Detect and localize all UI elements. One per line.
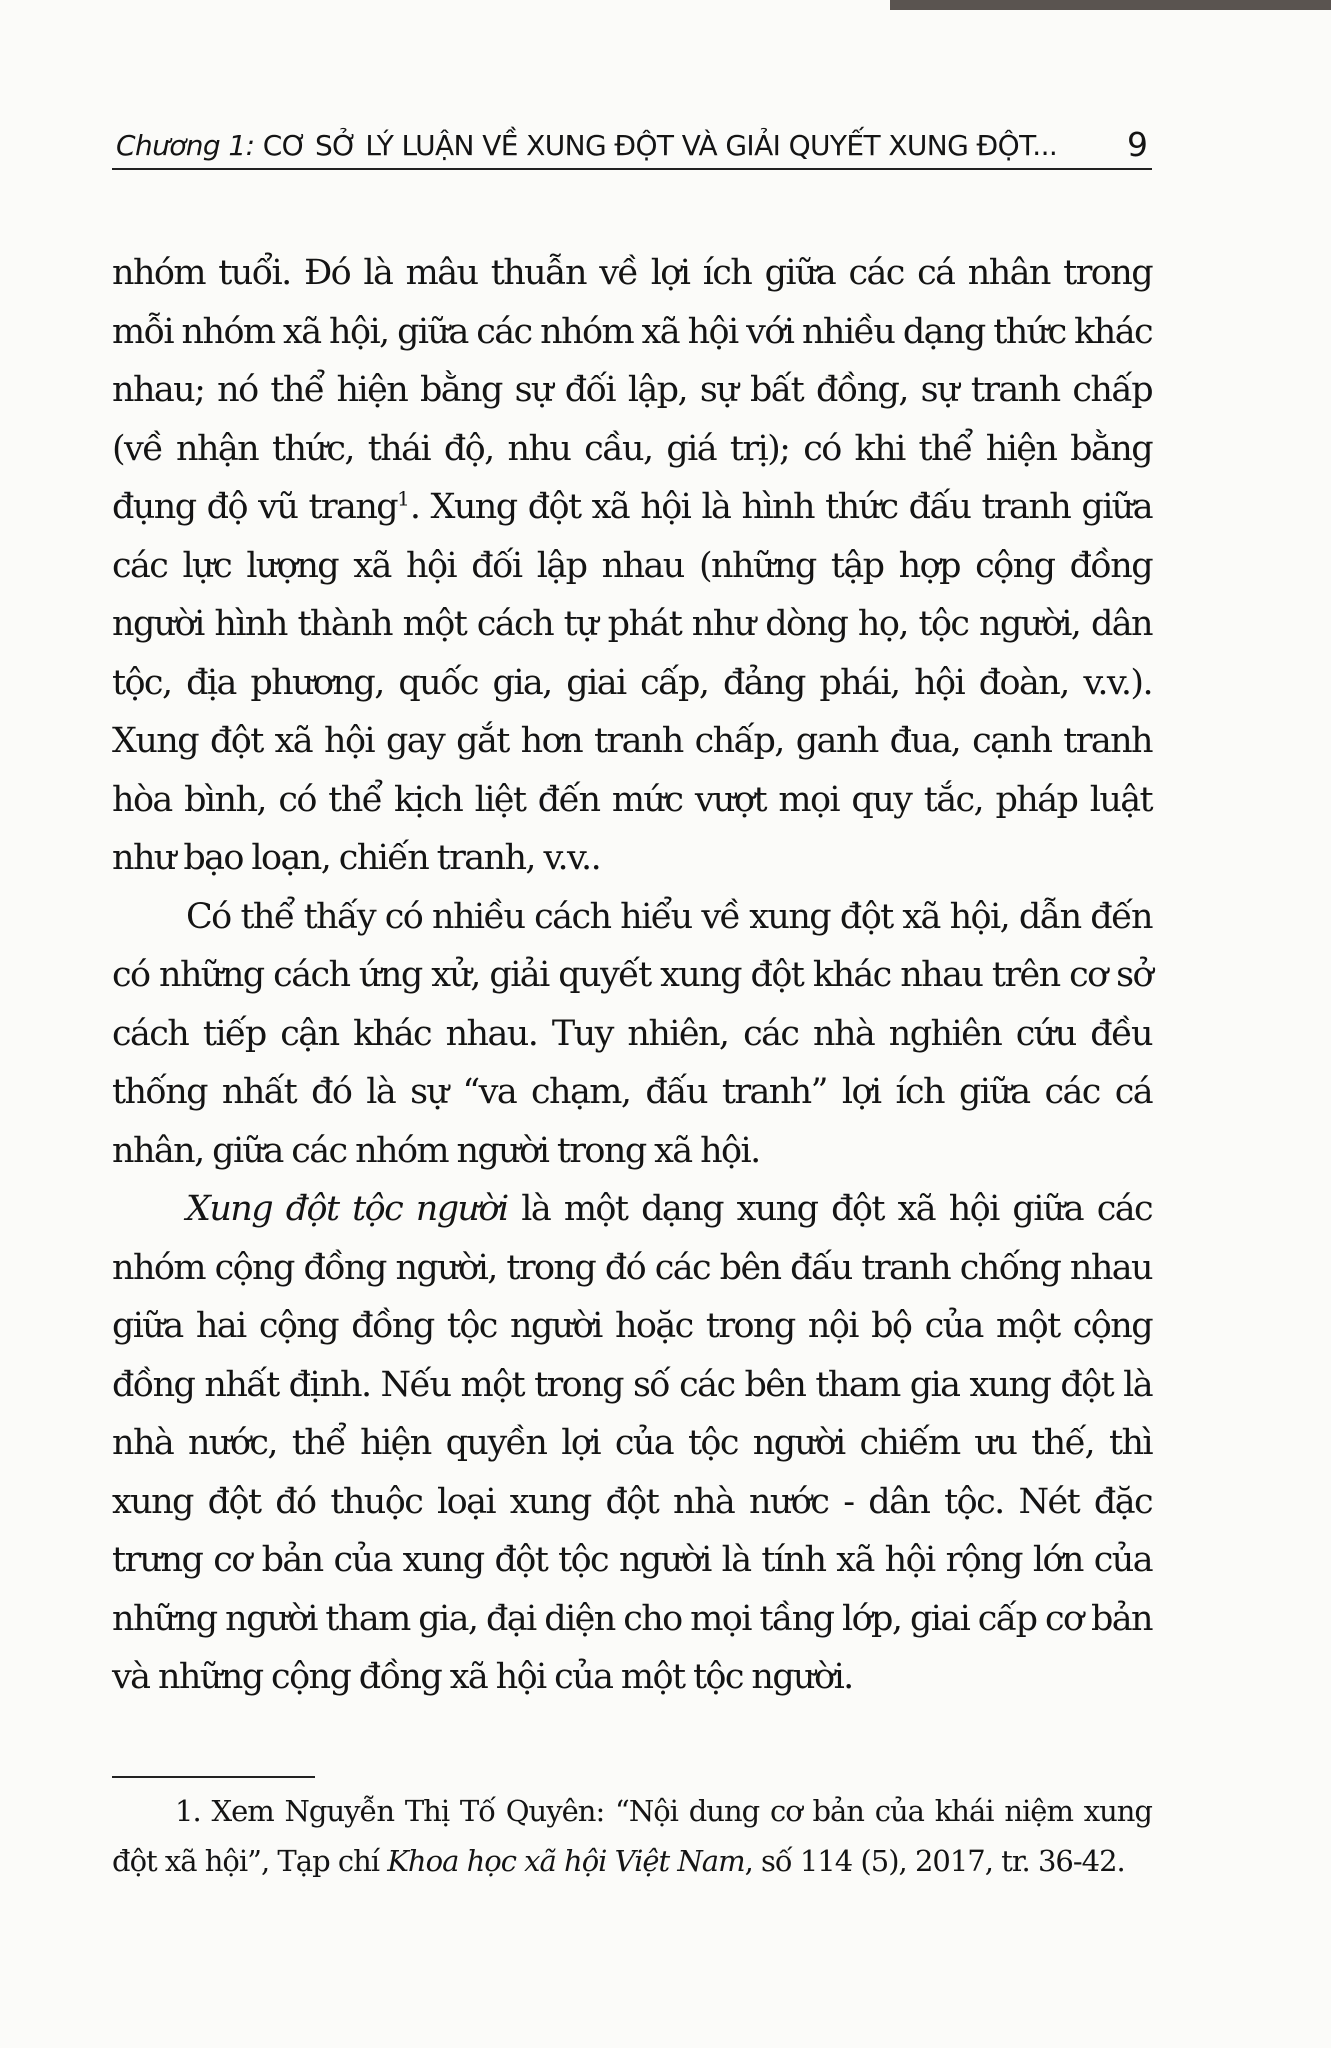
paragraph-2: Có thể thấy có nhiều cách hiểu về xung đột xã hội, dẫn đến có những cách ứng xử, giải quyết xung đột khác nhau trên cơ sở cách tiếp cận khác nhau. Tuy nhiên, các nhà nghiên cứu đều thống nhất đó là sự “va chạm, đấu tranh” lợi ích giữa các cá nhân, giữa các nhóm người trong xã hội. bbox=[112, 896, 1152, 1171]
footnote-rule bbox=[112, 1776, 315, 1778]
paragraph-3 bbox=[112, 1180, 1152, 1707]
running-header bbox=[112, 118, 1152, 170]
footnote-text-a: 1. Xem Nguyễn Thị Tố Quyên: “Nội dung cơ bản của khái niệm xung đột xã hội”, Tạp chí bbox=[112, 1794, 1152, 1878]
footnote-reference: 1 bbox=[397, 486, 410, 511]
paragraph-3-term: Xung đột tộc người bbox=[186, 1189, 508, 1229]
page-number: 9 bbox=[1127, 125, 1148, 164]
paragraph-1-text-b: . Xung đột xã hội là hình thức đấu tranh giữa các lực lượng xã hội đối lập nhau (những tập hợp cộng đồng người hình thành một cách tự phát như dòng họ, tộc người, dân tộc, địa phương, quốc gia, giai cấp, đảng phái, hội đoàn, v.v.). Xung đột xã hội gay gắt hơn tranh chấp, ganh đua, cạnh tranh hòa bình, có thể kịch liệt đến mức vượt mọi quy tắc, pháp luật như bạo loạn, chiến tranh, v.v.. bbox=[112, 487, 1152, 878]
chapter-label: Chương 1: bbox=[116, 129, 255, 162]
chapter-title: CƠ SỞ LÝ LUẬN VỀ XUNG ĐỘT VÀ GIẢI QUYẾT XUNG ĐỘT... bbox=[262, 129, 1058, 162]
paragraph-1-text-a: nhóm tuổi. Đó là mâu thuẫn về lợi ích giữa các cá nhân trong mỗi nhóm xã hội, giữa các nhóm xã hội với nhiều dạng thức khác nhau; nó thể hiện bằng sự đối lập, sự bất đồng, sự tranh chấp (về nhận thức, thái độ, nhu cầu, giá trị); có khi thể hiện bằng đụng độ vũ trang bbox=[112, 253, 1152, 527]
footnote-text-b: , số 114 (5), 2017, tr. 36-42. bbox=[744, 1844, 1125, 1878]
top-edge-strip bbox=[890, 0, 1331, 10]
footnote-journal: Khoa học xã hội Việt Nam bbox=[387, 1844, 745, 1878]
paragraph-1 bbox=[112, 244, 1152, 888]
footnote bbox=[112, 1786, 1152, 1886]
paragraph-3-text: là một dạng xung đột xã hội giữa các nhóm cộng đồng người, trong đó các bên đấu tranh chống nhau giữa hai cộng đồng tộc người hoặc trong nội bộ của một cộng đồng nhất định. Nếu một trong số các bên tham gia xung đột là nhà nước, thể hiện quyền lợi của tộc người chiếm ưu thế, thì xung đột đó thuộc loại xung đột nhà nước - dân tộc. Nét đặc trưng cơ bản của xung đột tộc người là tính xã hội rộng lớn của những người tham gia, đại diện cho mọi tầng lớp, giai cấp cơ bản và những cộng đồng xã hội của một tộc người. bbox=[112, 1189, 1152, 1697]
body-text bbox=[112, 244, 1152, 1707]
header-text bbox=[116, 129, 1057, 162]
